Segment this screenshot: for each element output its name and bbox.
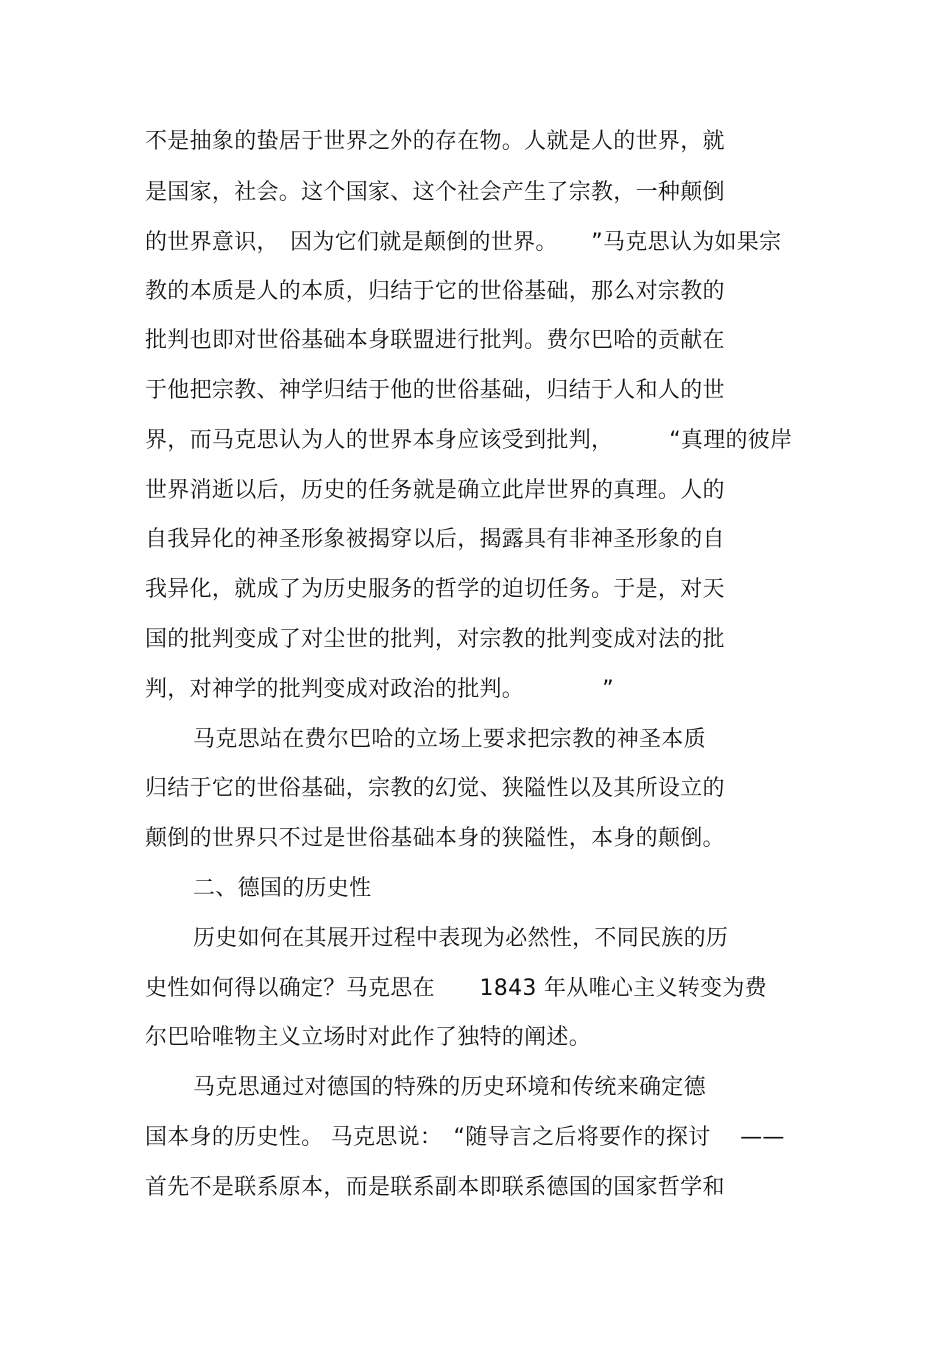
text-line: 我异化，就成了为历史服务的哲学的迫切任务。于是，对天 (145, 577, 725, 602)
text-line: 史性如何得以确定？马克思在 1843 年从唯心主义转变为费 (145, 976, 767, 1001)
text-line: 教的本质是人的本质，归结于它的世俗基础，那么对宗教的 (145, 279, 725, 304)
text-line: 判，对神学的批判变成对政治的批判。 ” (145, 677, 614, 702)
text-line: 国的批判变成了对尘世的批判，对宗教的批判变成对法的批 (145, 627, 725, 652)
text-line: 不是抽象的蛰居于世界之外的存在物。人就是人的世界，就 (145, 129, 725, 154)
text-line: 是国家，社会。这个国家、这个社会产生了宗教，一种颠倒 (145, 180, 725, 205)
paragraph-first-line: 历史如何在其展开过程中表现为必然性，不同民族的历 (193, 926, 729, 951)
text-line: 首先不是联系原本，而是联系副本即联系德国的国家哲学和 (145, 1175, 725, 1200)
paragraph-first-line: 马克思站在费尔巴哈的立场上要求把宗教的神圣本质 (193, 727, 706, 752)
text-line: 颠倒的世界只不过是世俗基础本身的狭隘性，本身的颠倒。 (145, 826, 725, 851)
text-line: 尔巴哈唯物主义立场时对此作了独特的阐述。 (145, 1025, 592, 1050)
text-line: 界，而马克思认为人的世界本身应该受到批判， “真理的彼岸 (145, 428, 793, 453)
text-line: 世界消逝以后，历史的任务就是确立此岸世界的真理。人的 (145, 478, 725, 503)
paragraph-first-line: 马克思通过对德国的特殊的历史环境和传统来确定德 (193, 1075, 706, 1100)
text-line: 归结于它的世俗基础，宗教的幻觉、狭隘性以及其所设立的 (145, 776, 725, 801)
text-line: 自我异化的神圣形象被揭穿以后，揭露具有非神圣形象的自 (145, 527, 725, 552)
text-line: 的世界意识， 因为它们就是颠倒的世界。 ”马克思认为如果宗 (145, 230, 782, 255)
text-line: 批判也即对世俗基础本身联盟进行批判。费尔巴哈的贡献在 (145, 328, 725, 353)
text-line: 国本身的历史性。 马克思说： “随导言之后将要作的探讨 —— (145, 1125, 785, 1150)
text-line: 于他把宗教、神学归结于他的世俗基础，归结于人和人的世 (145, 378, 725, 403)
section-heading: 二、德国的历史性 (193, 876, 372, 901)
